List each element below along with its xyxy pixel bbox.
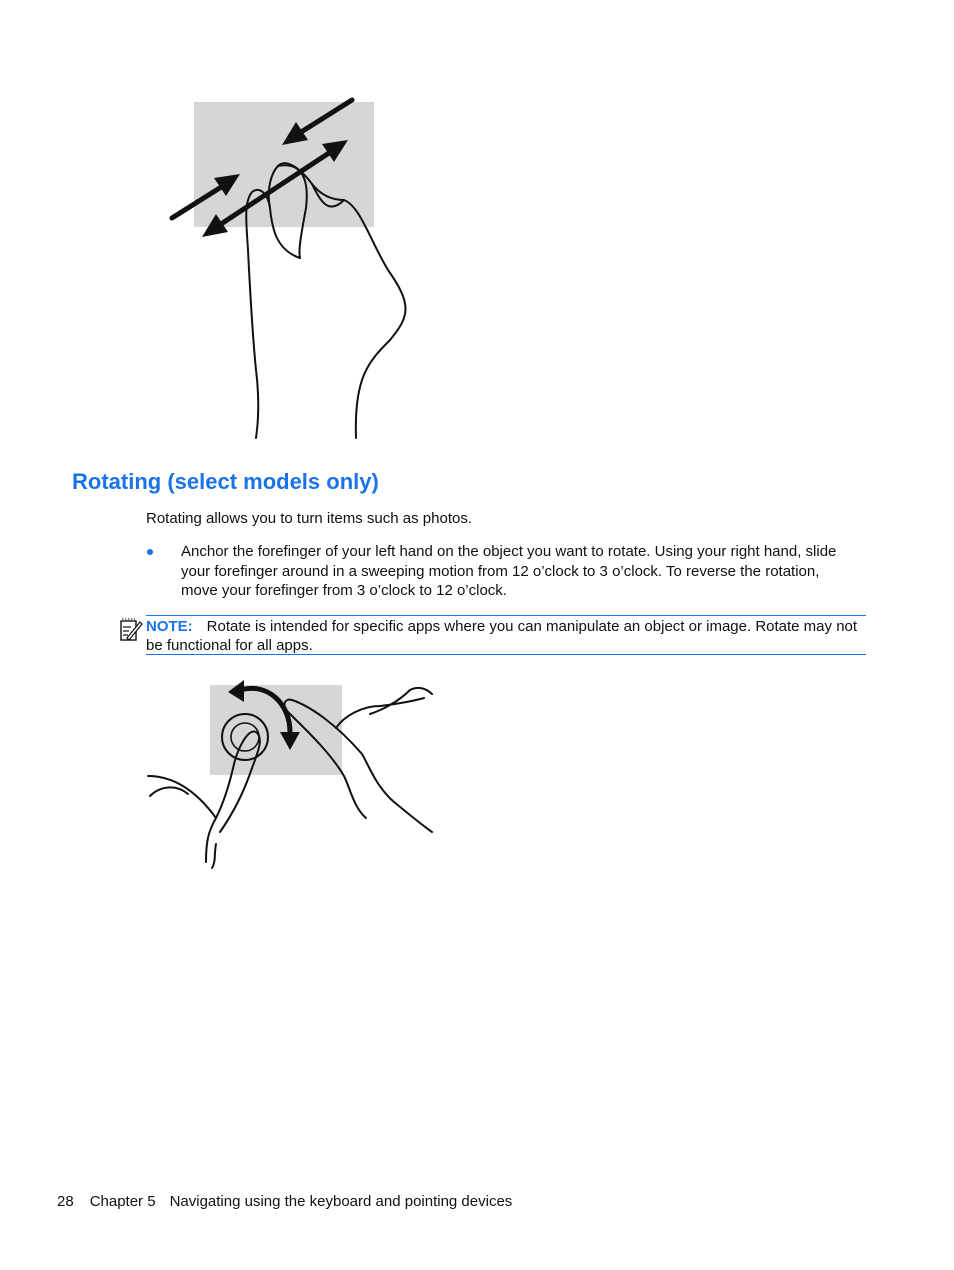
chapter-title: Navigating using the keyboard and pointing devices (169, 1193, 513, 1210)
page-footer (57, 1192, 512, 1211)
page-number: 28 (57, 1193, 74, 1210)
instruction-list (146, 542, 856, 601)
note-box (146, 615, 866, 655)
chapter-label: Chapter 5 (89, 1193, 156, 1210)
pinch-zoom-illustration (160, 90, 420, 450)
note-text (146, 616, 866, 655)
bullet-icon (147, 549, 153, 555)
list-item-text: Anchor the forefinger of your left hand on the object you want to rotate. Using your right hand, slide your forefinger around in a sweeping motion from 12 o’clock to 3 o’clock. To reverse the rotation, move your forefinger from 3 o’clock to 12 o’clock. (181, 543, 837, 599)
note-pencil-icon (119, 618, 143, 642)
section-heading: Rotating (select models only) (72, 469, 379, 494)
note-body: Rotate is intended for specific apps where you can manipulate an object or image. Rotate may not be functional for all apps. (146, 618, 858, 654)
note-label: NOTE: (146, 618, 193, 635)
list-item (146, 542, 856, 601)
rotate-gesture-illustration (140, 672, 440, 882)
intro-paragraph: Rotating allows you to turn items such as photos. (146, 510, 473, 527)
